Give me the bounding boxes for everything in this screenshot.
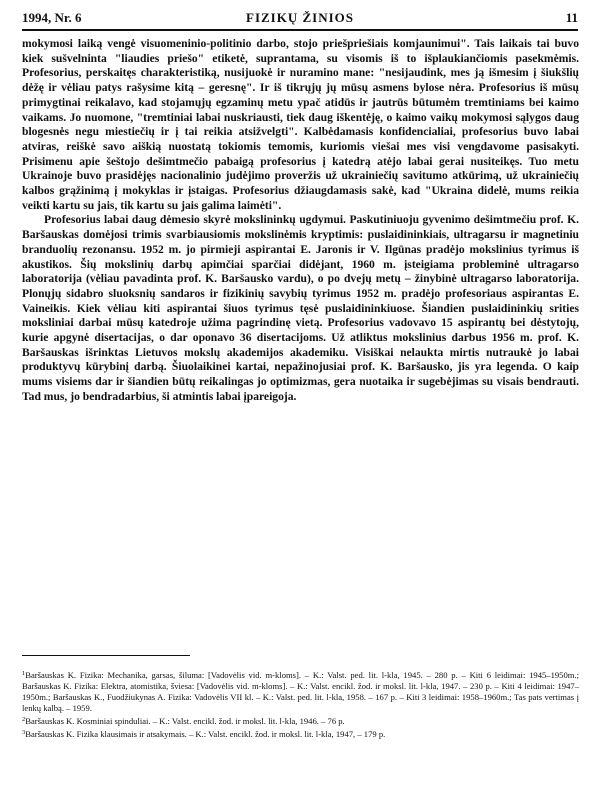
footnote-text: Baršauskas K. Fizika klausimais ir atsakymais. – K.: Valst. encikl. žod. ir moksl. lit. l-kla, 1947, – 179 p. [25,729,386,739]
issue-label: 1994, Nr. 6 [22,10,82,25]
footnote-rule [22,655,190,656]
article-body [22,37,579,405]
footnote-marker: 1 [22,670,26,677]
header-rule [22,29,578,31]
running-header [22,10,578,28]
footnotes [22,668,579,740]
footnote-1 [22,668,579,714]
footnote-2 [22,714,579,727]
footnote-marker: 2 [22,716,26,723]
paragraph-2: Profesorius labai daug dėmesio skyrė mokslininkų ugdymui. Paskutiniuoju gyvenimo dešimtmečiu prof. K. Baršauskas domėjosi trimis svarbiausiomis mokslinėmis kryptimis: puslaidininkiais, ultragarsu ir magnetiniu branduolių rezonansu. 1952 m. jo pirmieji aspirantai E. Jaronis ir V. Ilgūnas pradėjo mokslinius tyrimus iš akustikos. Šių mokslinių darbų apimčiai sparčiai didėjant, 1960 m. įsteigiama probleminė ultragarso laboratorija (vėliau pavadinta prof. K. Baršausko vardu), o po dvejų metų – žinybinė ultragarso laboratorija. Plonųjų sidabro sluoksnių sandaros ir fizikinių savybių tyrimus 1952 m. pradėjo profesoriaus aspirantas E. Vaineikis. Kiek vėliau kiti aspirantai šiuos tyrimus tęsė puslaidininkiuose. Šiandien puslaidininkių srities moksliniai darbai mūsų katedroje užima pagrindinę vietą. Profesorius vadovavo 15 aspirantų bei dėstytojų, kurie apgynė disertacijas, o dar oponavo 36 disertacijoms. Už atliktus mokslinius darbus 1956 m. prof. K. Baršauskas išrinktas Lietuvos mokslų akademijos akademiku. Visiškai nelaukta mirtis nutraukė jo labai produktyvų kūrybinį darbą. Šiuolaikinei kartai, nepažinojusiai prof. K. Baršausko, jis yra legenda. O kaip mums visiems dar ir šiandien būtų reikalingas jo optimizmas, gera nuotaika ir sugebėjimas su visais bendrauti. Tad mus, jo bendradarbius, ši atmintis labai įpareigoja. [22,213,579,403]
footnote-text: Baršauskas K. Kosminiai spinduliai. – K.: Valst. encikl. žod. ir moksl. lit. l-kla, 1946. – 76 p. [25,716,345,726]
journal-title: FIZIKŲ ŽINIOS [246,10,354,25]
page-number: 11 [565,10,578,25]
paragraph-1: mokymosi laiką vengė visuomeninio-politinio darbo, stojo priešpriešiais komjaunimui". Tais laikais tai buvo kiek sušvelninta "liaudies priešo" etiketė, suprantama, su visomis iš to išplaukiančiomis pasekmėmis. Profesorius, perskaitęs charakteristiką, nusijuokė ir nuramino mane: "nesijaudink, mes ją išmesim į šiukšlių dėžę ir vėliau patys rašysime kitą – geresnę". Ir iš tikrųjų jų mūsų asmens bylose nėra. Profesorius iš mūsų primygtinai reikalavo, kad stojamųjų egzaminų metu ypač atidūs ir jautrūs būtumėm tremtiniams bei kaimo vaikams. Jo nuomone, "tremtiniai labai nuskriausti, tiek daug iškentėję, o kaimo vaikų mokymosi sąlygos daug blogesnės negu miestiečių ir į tai reikia atsižvelgti". Kalbėdamasis konfidencialiai, profesorius buvo labai atviras, reiškė savo aiškią nuostatą tokiomis temomis, kuriomis viešai mes visi vengdavome pasisakyti. Prisimenu apie šeštojo dešimtmečio pabaigą profesorius į katedrą atėjo labai gerai nusiteikęs. Tuo metu Ukrainoje buvo prasidėjęs nacionalinio judėjimo proveržis už ukrainiečių savitumo atkūrimą, už ukrainiečių kalbos grąžinimą į mokyklas ir įstaigas. Profesorius džiaugdamasis sakė, kad "Ukraina didelė, mums reikia veikti kartu su jais, tik kartu su jais galima laimėti". [22,37,579,212]
footnote-3 [22,727,579,740]
footnote-marker: 3 [22,729,26,736]
footnote-text: Baršauskas K. Fizika: Mechanika, garsas, šiluma: [Vadovėlis vid. m-kloms]. – K.: Valst. ped. lit. l-kla, 1945. – 280 p. – Kiti 6 leidimai: 1945–1950m.; Baršauskas K. Fizika: Elektra, atomistika, šviesa: [Vadovėlis vid. m-kloms]. – K.: Valst. encikl. žod. ir moksl. lit. l-kla, 1947. – 230 p. – Kiti 4 leidimai: 1947–1950m.; Baršauskas K., Fuodžiukynas A. Fizika: Vadovėlis VII kl. – K.: Valst. ped. lit. l-kla, 1958. – 167 p. – Kiti 3 leidimai: 1958–1960m.; Tas pats vertimas į lenkų kalbą. – 1959. [22,670,579,713]
